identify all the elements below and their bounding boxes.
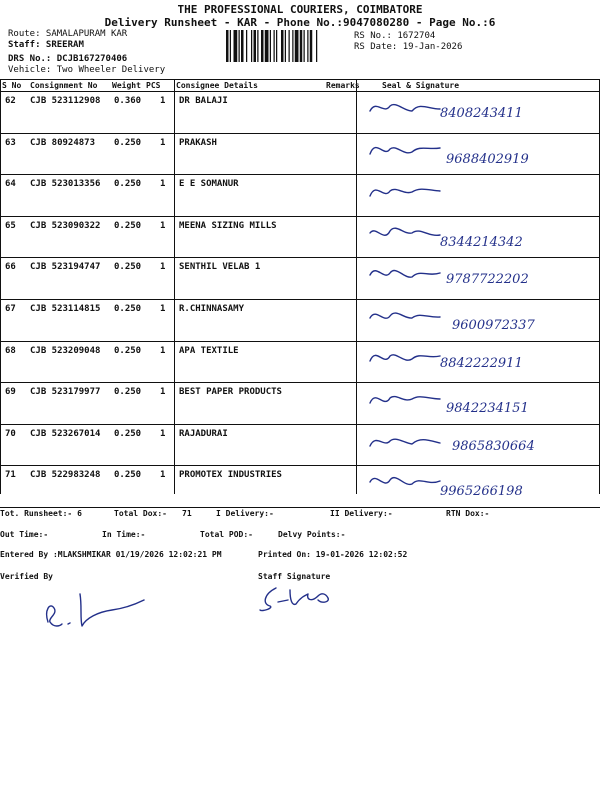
ii-delivery: II Delivery:- bbox=[330, 509, 393, 518]
i-delivery: I Delivery:- bbox=[216, 509, 274, 518]
table-row bbox=[0, 92, 600, 134]
table-top-border bbox=[0, 79, 600, 80]
row-weight: 0.250 bbox=[114, 179, 142, 190]
row-sno: 63 bbox=[5, 137, 16, 148]
header-weight: Weight bbox=[112, 81, 141, 90]
row-pcs: 1 bbox=[160, 304, 166, 314]
row-consignee: PRAKASH bbox=[179, 137, 217, 148]
row-weight: 0.250 bbox=[114, 470, 142, 481]
runsheet-subtitle: Delivery Runsheet - KAR - Phone No.:9047080280 - Page No.:6 bbox=[104, 16, 496, 29]
row-pcs: 1 bbox=[160, 428, 166, 439]
row-handwritten-phone: 9865830664 bbox=[452, 438, 535, 454]
row-pcs: 1 bbox=[160, 470, 166, 481]
entered-by: Entered By :MLAKSHMIKAR 01/19/2026 12:02:21 PM bbox=[0, 550, 222, 559]
rtn-dox: RTN Dox:- bbox=[446, 509, 490, 518]
total-dox-label: Total Dox:- bbox=[114, 509, 167, 518]
rs-number: RS No.: 1672704 bbox=[354, 31, 436, 41]
row-handwritten-phone: 9688402919 bbox=[446, 151, 529, 167]
row-handwritten-phone: 8408243411 bbox=[440, 106, 523, 121]
staff-text: Staff: SREERAM bbox=[8, 40, 84, 50]
row-handwritten-phone: 9842234151 bbox=[446, 401, 529, 417]
row-consignment-no: CJB 523112908 bbox=[30, 96, 101, 106]
row-handwritten-phone: 8842222911 bbox=[440, 355, 523, 371]
row-signature bbox=[366, 302, 456, 332]
table-row bbox=[0, 425, 600, 467]
table-row bbox=[0, 175, 600, 217]
vehicle-text: Vehicle: Two Wheeler Delivery bbox=[8, 65, 166, 75]
table-row bbox=[0, 217, 600, 259]
row-consignment-no: CJB 523090322 bbox=[30, 220, 101, 231]
table-row bbox=[0, 466, 600, 508]
table-row bbox=[0, 342, 600, 384]
table-row bbox=[0, 383, 600, 425]
row-sno: 71 bbox=[5, 470, 16, 481]
row-weight: 0.360 bbox=[114, 96, 142, 106]
table-row bbox=[0, 300, 600, 342]
row-consignee: DR BALAJI bbox=[179, 96, 228, 106]
row-weight: 0.250 bbox=[114, 428, 142, 439]
header-pcs: PCS bbox=[146, 81, 161, 90]
delvy-points: Delvy Points:- bbox=[278, 530, 346, 539]
row-weight: 0.250 bbox=[114, 220, 142, 231]
drs-number: DRS No.: DCJB167270406 bbox=[8, 54, 128, 64]
row-pcs: 1 bbox=[160, 137, 166, 148]
header-remarks: Remarks bbox=[326, 81, 360, 90]
row-sno: 70 bbox=[5, 428, 16, 439]
row-sno: 64 bbox=[5, 179, 16, 190]
staff-signature bbox=[256, 580, 346, 616]
header-consignee: Consignee Details bbox=[176, 81, 258, 90]
row-consignee: E E SOMANUR bbox=[179, 179, 239, 190]
row-consignment-no: CJB 80924873 bbox=[30, 137, 96, 148]
row-consignee: PROMOTEX INDUSTRIES bbox=[179, 470, 282, 481]
out-time: Out Time:- bbox=[0, 530, 49, 539]
row-consignment-no: CJB 523209048 bbox=[30, 345, 101, 356]
printed-on: Printed On: 19-01-2026 12:02:52 bbox=[258, 550, 408, 559]
row-weight: 0.250 bbox=[114, 304, 142, 314]
row-divider bbox=[0, 507, 600, 508]
row-consignee: BEST PAPER PRODUCTS bbox=[179, 387, 282, 398]
row-pcs: 1 bbox=[160, 262, 166, 273]
in-time: In Time:- bbox=[102, 530, 146, 539]
total-dox-value: 71 bbox=[182, 509, 192, 518]
row-consignment-no: CJB 523179977 bbox=[30, 387, 101, 398]
row-weight: 0.250 bbox=[114, 262, 142, 273]
row-consignment-no: CJB 523114815 bbox=[30, 304, 101, 314]
row-consignment-no: CJB 523267014 bbox=[30, 428, 101, 439]
row-weight: 0.250 bbox=[114, 345, 142, 356]
row-handwritten-phone: 8344214342 bbox=[440, 234, 523, 250]
row-signature bbox=[366, 260, 456, 290]
row-handwritten-phone: 9787722202 bbox=[446, 272, 529, 288]
row-signature bbox=[366, 427, 456, 457]
verified-by-label: Verified By bbox=[0, 572, 53, 581]
row-sno: 66 bbox=[5, 262, 16, 273]
row-consignee: RAJADURAI bbox=[179, 428, 228, 439]
verified-signature bbox=[40, 588, 150, 633]
company-title: THE PROFESSIONAL COURIERS, COIMBATORE bbox=[177, 3, 423, 16]
row-pcs: 1 bbox=[160, 179, 166, 190]
staff-signature-label: Staff Signature bbox=[258, 572, 331, 581]
route-text: Route: SAMALAPURAM KAR bbox=[8, 29, 128, 39]
row-handwritten-phone: 9600972337 bbox=[452, 318, 535, 333]
tot-runsheet: Tot. Runsheet:- 6 bbox=[0, 509, 82, 518]
row-weight: 0.250 bbox=[114, 387, 142, 398]
row-consignment-no: CJB 522983248 bbox=[30, 470, 101, 481]
row-consignment-no: CJB 523194747 bbox=[30, 262, 101, 273]
header-consignment: Consignment No bbox=[30, 81, 98, 90]
row-signature bbox=[366, 136, 456, 166]
row-sno: 68 bbox=[5, 345, 16, 356]
row-handwritten-phone: 9965266198 bbox=[440, 484, 523, 500]
row-pcs: 1 bbox=[160, 387, 166, 398]
header-seal-signature: Seal & Signature bbox=[382, 81, 460, 90]
row-consignee: SENTHIL VELAB 1 bbox=[179, 262, 261, 273]
table-row bbox=[0, 258, 600, 300]
row-consignment-no: CJB 523013356 bbox=[30, 179, 101, 190]
table-row bbox=[0, 134, 600, 176]
row-consignee: R.CHINNASAMY bbox=[179, 304, 245, 314]
row-sno: 65 bbox=[5, 220, 16, 231]
row-signature bbox=[366, 385, 456, 415]
rs-date: RS Date: 19-Jan-2026 bbox=[354, 42, 463, 52]
header-sno: S No bbox=[2, 81, 22, 90]
row-pcs: 1 bbox=[160, 345, 166, 356]
barcode-image bbox=[226, 30, 348, 62]
row-signature bbox=[366, 177, 456, 207]
row-pcs: 1 bbox=[160, 220, 166, 231]
row-sno: 69 bbox=[5, 387, 16, 398]
total-pod: Total POD:- bbox=[200, 530, 253, 539]
row-weight: 0.250 bbox=[114, 137, 142, 148]
row-pcs: 1 bbox=[160, 96, 166, 106]
row-consignee: MEENA SIZING MILLS bbox=[179, 220, 277, 231]
row-sno: 67 bbox=[5, 304, 16, 314]
row-consignee: APA TEXTILE bbox=[179, 345, 239, 356]
row-sno: 62 bbox=[5, 96, 16, 106]
